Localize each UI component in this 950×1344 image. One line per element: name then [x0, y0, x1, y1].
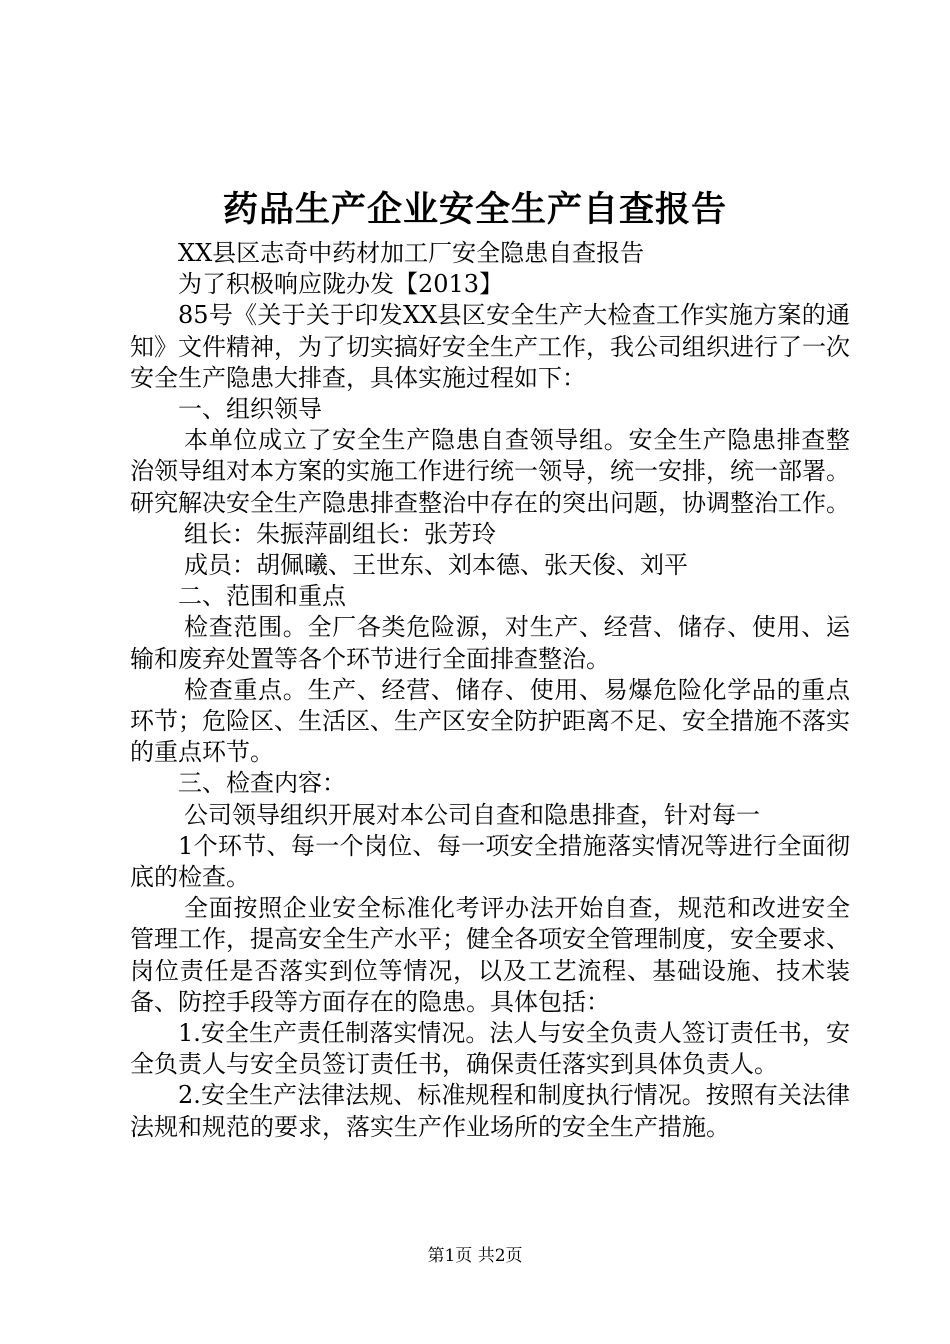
section-heading: 三、检查内容：: [178, 769, 346, 798]
paragraph: 1个环节、每一个岗位、每一项安全措施落实情况等进行全面彻底的检查。: [130, 831, 850, 891]
paragraph: 全面按照企业安全标准化考评办法开始自查，规范和改进安全管理工作，提高安全生产水平；健全各项安全管理制度，安全要求、岗位责任是否落实到位等情况，以及工艺流程、基础设施、技术装备、防控手段等方面存在的隐患。具体包括：: [130, 894, 850, 1016]
paragraph-line: 成员：胡佩曦、王世东、刘本德、张天俊、刘平: [184, 550, 688, 579]
document-title: 药品生产企业安全生产自查报告: [222, 189, 727, 230]
report-subtitle: XX县区志奇中药材加工厂安全隐患自查报告: [178, 239, 645, 267]
paragraph: 检查范围。全厂各类危险源，对生产、经营、储存、使用、运输和废弃处置等各个环节进行全面排查整治。: [130, 613, 850, 673]
paragraph: 检查重点。生产、经营、储存、使用、易爆危险化学品的重点环节；危险区、生活区、生产区安全防护距离不足、安全措施不落实的重点环节。: [130, 675, 850, 767]
paragraph-line: 公司领导组织开展对本公司自查和隐患排查，针对每一: [184, 800, 760, 829]
paragraph-line: 为了积极响应陇办发【2013】: [178, 270, 504, 299]
section-heading: 一、组织领导: [178, 394, 322, 423]
paragraph: 本单位成立了安全生产隐患自查领导组。安全生产隐患排查整治领导组对本方案的实施工作进行统一领导，统一安排，统一部署。研究解决安全生产隐患排查整治中存在的突出问题，协调整治工作。: [130, 426, 850, 517]
paragraph: 2.安全生产法律法规、标准规程和制度执行情况。按照有关法律法规和规范的要求，落实生产作业场所的安全生产措施。: [130, 1081, 850, 1141]
paragraph: 85号《关于关于印发XX县区安全生产大检查工作实施方案的通知》文件精神，为了切实搞好安全生产工作，我公司组织进行了一次安全生产隐患大排查，具体实施过程如下：: [130, 301, 850, 392]
document-body: [130, 238, 850, 1143]
paragraph: 1.安全生产责任制落实情况。法人与安全负责人签订责任书，安全负责人与安全员签订责任书，确保责任落实到具体负责人。: [130, 1018, 850, 1079]
page-number-footer: 第1页 共2页: [427, 1246, 523, 1266]
section-heading: 二、范围和重点: [178, 582, 346, 611]
paragraph-line: 组长：朱振萍副组长：张芳玲: [184, 519, 496, 548]
